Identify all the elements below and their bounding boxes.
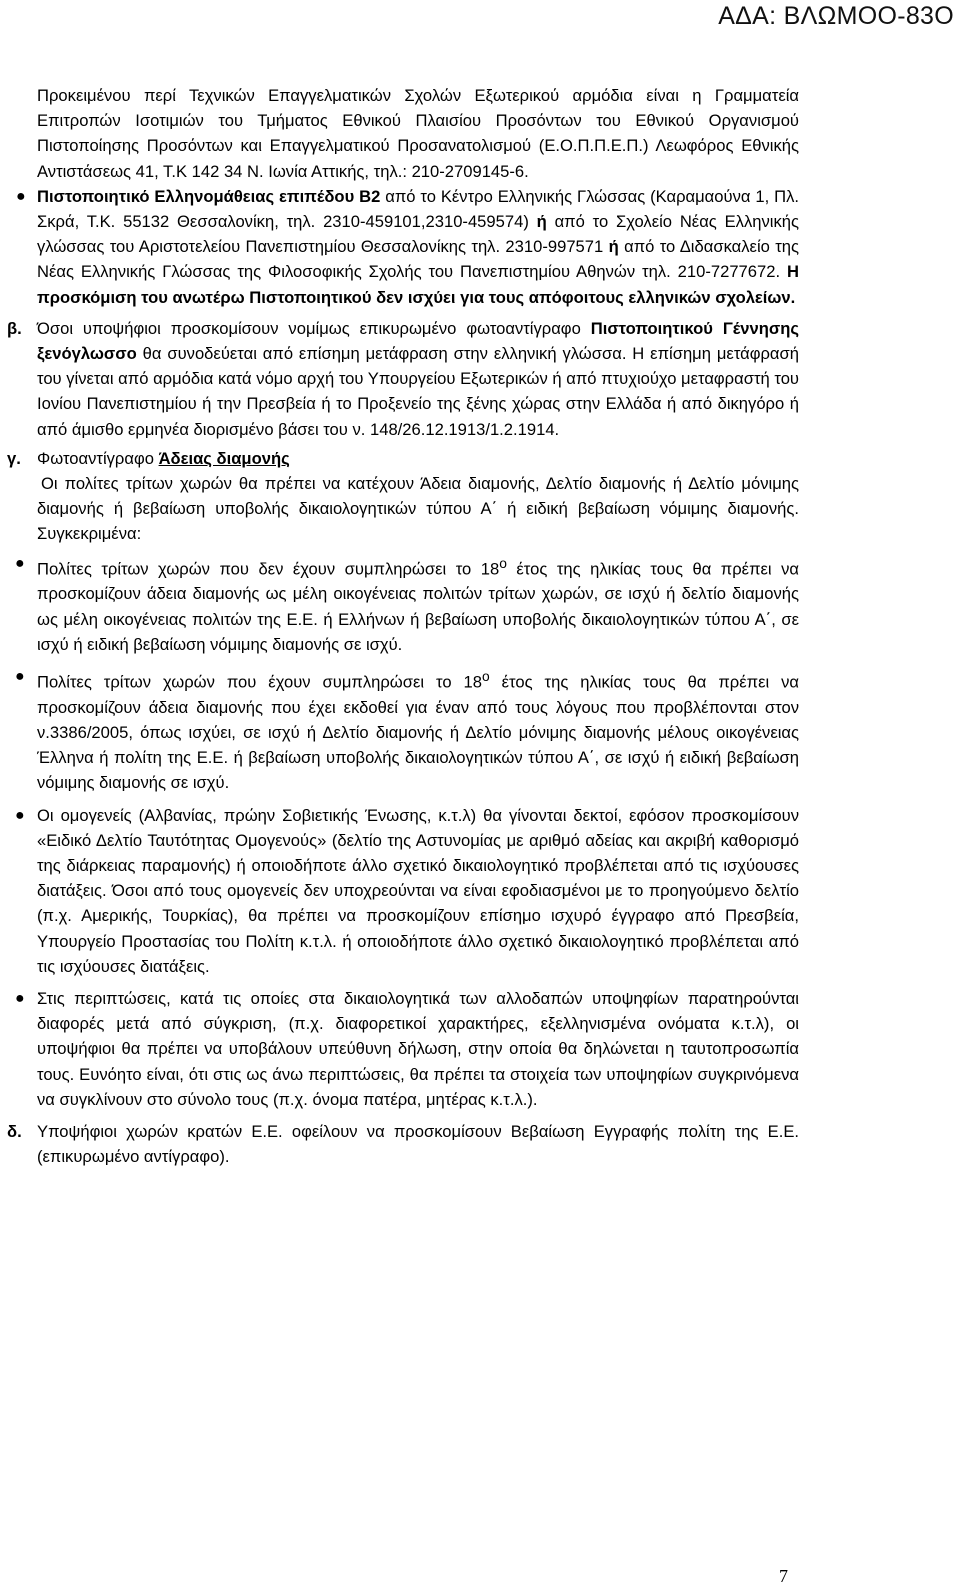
section-d: [7, 1119, 799, 1169]
section-c-heading-plain: Φωτοαντίγραφο: [37, 448, 159, 468]
section-c-heading: [37, 446, 799, 471]
document-id: ΑΔΑ: ΒΛΩΜΟΟ-83Ο: [718, 2, 954, 30]
certificate-text-3: από το Διδασκαλείο της Νέας Ελληνικής Γλώσσας της Φιλοσοφικής Σχολής του Πανεπιστημίου Αθηνών τηλ. 210-7277672.: [37, 237, 799, 282]
certificate-bullet: [16, 184, 799, 310]
residence-bullet: [15, 664, 800, 796]
residence-bullet: [15, 803, 799, 979]
section-c-heading-bold: Άδειας διαμονής: [158, 448, 290, 468]
residence-bullet-text: [37, 551, 799, 657]
ordinal-sup: ο: [499, 554, 507, 571]
or-word: ή: [608, 237, 619, 257]
residence-bullets: [15, 551, 800, 1112]
certificate-note: Η προσκόμιση του ανωτέρω Πιστοποιητικού δεν ισχύει για τους απόφοιτους ελληνικών σχολείων.: [37, 262, 799, 307]
section-b-letter: β.: [7, 318, 22, 338]
section-b: [7, 316, 799, 442]
bullet-icon: ●: [15, 806, 25, 824]
birth-certificate-term: Πιστοποιητικού Γέννησης ξενόγλωσσο: [37, 318, 799, 364]
bullet-text-pre: Πολίτες τρίτων χωρών που έχουν συμπληρώσει το 18: [37, 672, 482, 692]
section-c-intro: Οι πολίτες τρίτων χωρών θα πρέπει να κατέχουν Άδεια διαμονής, Δελτίο διαμονής ή Δελτίο μόνιμης διαμονής ή βεβαίωση υποβολής δικαιολογητικών τύπου Α΄ ή ειδική βεβαίωση νόμιμης διαμονής. Συγκεκριμένα:: [37, 474, 799, 544]
page-number: 7: [779, 1566, 788, 1586]
bullet-icon: ●: [16, 187, 26, 205]
residence-bullet-text: Στις περιπτώσεις, κατά τις οποίες στα δικαιολογητικά των αλλοδαπών υποψηφίων παρατηρούνται διαφορές μετά από σύγκριση, (π.χ. διαφορετικοί χαρακτήρες, εξελληνισμένα ονόματα κ.τ.λ), οι υποψήφιοι θα πρέπει να υποβάλουν υπεύθυνη δήλωση, στην οποία θα δηλώνεται η ταυτοπροσωπία τους. Ευνόητο είναι, ότι στις ως άνω περιπτώσεις, θα πρέπει τα στοιχεία των υποψηφίων συγκρινόμενα να συγκλίνουν στο σύνολο τους (π.χ. όνομα πατέρα, μητέρας κ.τ.λ.).: [37, 988, 799, 1109]
bullet-text-pre: Πολίτες τρίτων χωρών που δεν έχουν συμπληρώσει το 18: [37, 559, 500, 579]
bullet-icon: ●: [15, 668, 25, 685]
intro-paragraph: Προκειμένου περί Τεχνικών Επαγγελματικών Σχολών Εξωτερικού αρμόδια είναι η Γραμματεία Επιτροπών Ισοτιμιών του Τμήματος Εθνικού Πλαισίου Προσόντων του Εθνικού Οργανισμού Πιστοποίησης Προσόντων και Επαγγελματικού Προσανατολισμού (Ε.Ο.Π.Π.Ε.Π.) Λεωφόρος Εθνικής Αντιστάσεως 41, Τ.Κ 142 34 Ν. Ιωνία Αττικής, τηλ.: 210-2709145-6.: [37, 86, 799, 181]
bullet-text-post: έτος της ηλικίας τους θα πρέπει να προσκομίζουν άδεια διαμονής που έχει εκδοθεί για έναν από τους λόγους που προβλέπονται στον ν.3386/2005, όπως ισχύει, σε ισχύ ή Δελτίο διαμονής ή Δελτίο μόνιμης διαμονής μέλους οικογένειας Έλληνα ή πολίτη της Ε.Ε. ή βεβαίωση υποβολής δικαιολογητικών τύπου Α΄, σε ισχύ ή ειδική βεβαίωση νόμιμης διαμονής σε ισχύ.: [37, 672, 800, 793]
bullet-icon: ●: [15, 989, 25, 1007]
certificate-text: [37, 184, 799, 310]
certificate-title: Πιστοποιητικό Ελληνομάθειας επιπέδου Β2: [37, 186, 381, 206]
certificate-list: [16, 184, 799, 310]
section-b-text-2: θα συνοδεύεται από επίσημη μετάφραση στην ελληνική γλώσσα. Η επίσημη μετάφρασή του γίνεται από αρμόδια κατά νόμο αρχή του Υπουργείου Εξωτερικών ή από πτυχιούχο μεταφραστή του Ιονίου Πανεπιστημίου ή την Πρεσβεία ή το Προξενείο της ξένης χώρας στην Ελλάδα ή από δικηγόρο ή από άμισθο ερμηνέα διορισμένο βάσει του ν. 148/26.12.1913/1.2.1914.: [37, 344, 799, 439]
document-body: [7, 83, 800, 1169]
section-d-text: Υποψήφιοι χωρών κρατών Ε.Ε. οφείλουν να προσκομίσουν Βεβαίωση Εγγραφής πολίτη της Ε.Ε. (επικυρωμένο αντίγραφο).: [37, 1121, 799, 1167]
section-b-text: [37, 316, 799, 442]
section-b-text-1: Όσοι υποψήφιοι προσκομίσουν νομίμως επικυρωμένο φωτοαντίγραφο: [37, 318, 591, 338]
certificate-text-2: από το Σχολείο Νέας Ελληνικής γλώσσας του Αριστοτελείου Πανεπιστημίου Θεσσαλονίκης τηλ. 2310-997571: [37, 212, 799, 257]
section-c: [7, 446, 800, 1112]
ordinal-sup: ο: [482, 668, 490, 684]
residence-bullet-text: Οι ομογενείς (Αλβανίας, πρώην Σοβιετικής Ένωσης, κ.τ.λ) θα γίνονται δεκτοί, εφόσον προσκομίσουν «Ειδικό Δελτίο Ταυτότητας Ομογενούς» (δελτίο της Αστυνομίας με αριθμό αδείας και ακριβή καθορισμό της διάρκειας παραμονής) ή οποιοδήποτε άλλο σχετικό δικαιολογητικό προβλέπεται από τις ισχύουσες διατάξεις. Όσοι από τους ομογενείς δεν υποχρεούνται να είναι εφοδιασμένοι με το προηγούμενο δελτίο (π.χ. Αμερικής, Τουρκίας), θα πρέπει να προσκομίζουν επίσημο ισχυρό έγγραφο από Πρεσβεία, Υπουργείο Προστασίας του Πολίτη κ.τ.λ. ή οποιοδήποτε άλλο σχετικό δικαιολογητικό προβλέπεται από τις ισχύουσες διατάξεις.: [37, 805, 799, 976]
residence-bullet: [15, 986, 799, 1112]
section-d-letter: δ.: [7, 1121, 22, 1141]
or-word: ή: [536, 212, 547, 232]
section-c-letter: γ.: [7, 448, 21, 468]
residence-bullet: [15, 551, 799, 657]
residence-bullet-text: [37, 664, 799, 796]
bullet-text-post: έτος της ηλικίας τους θα πρέπει να προσκομίζουν άδεια διαμονής ως μέλη οικογένειας πολιτών τρίτων χωρών, σε ισχύ ή δελτίο διαμονής ως μέλη οικογένειας πολιτών της Ε.Ε. ή Ελλήνων ή βεβαίωση υποβολής δικαιολογητικών τύπου Α΄, σε ισχύ ή ειδική βεβαίωση νόμιμης διαμονής σε ισχύ.: [37, 559, 799, 654]
certificate-text-1: από το Κέντρο Ελληνικής Γλώσσας (Καραμαούνα 1, Πλ. Σκρά, Τ.Κ. 55132 Θεσσαλονίκη, τηλ. 2310-459101,2310-459574): [37, 186, 799, 232]
bullet-icon: ●: [15, 554, 25, 572]
